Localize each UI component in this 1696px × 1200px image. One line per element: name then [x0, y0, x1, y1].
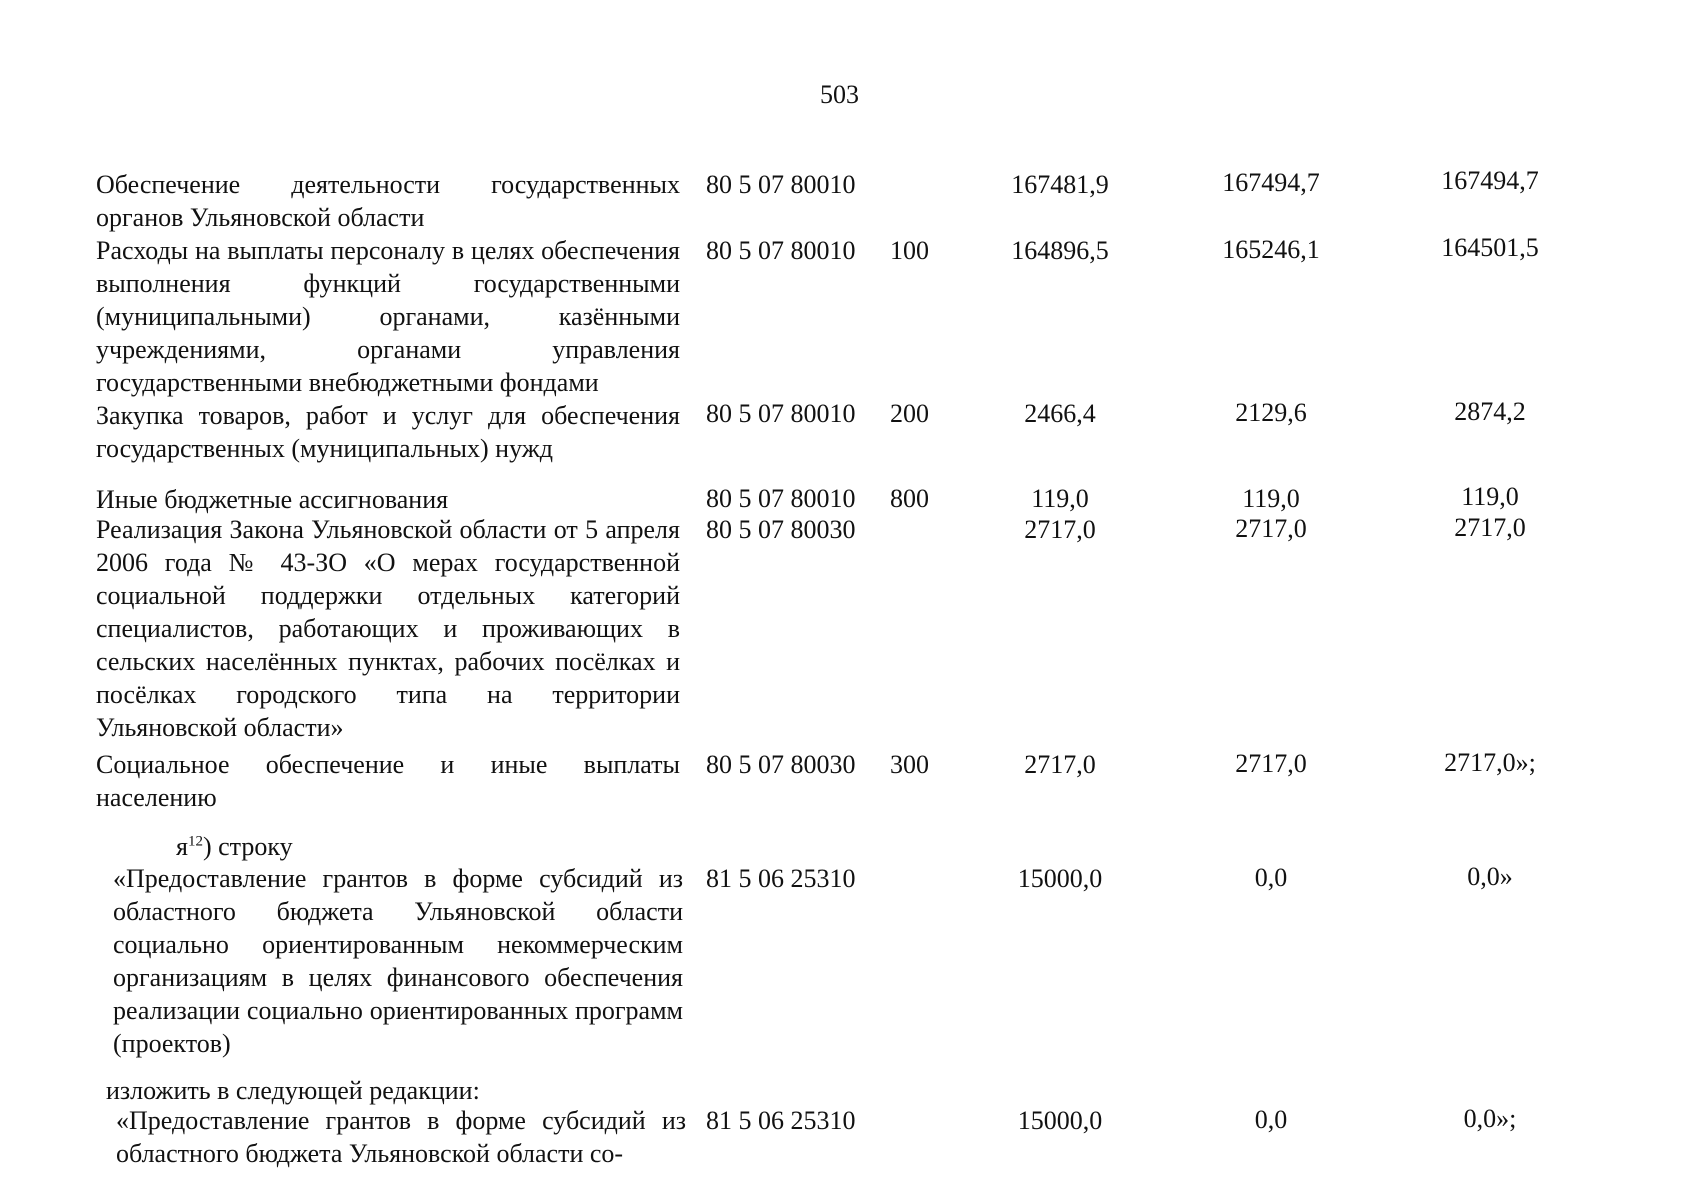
row-description: Реализация Закона Ульяновской области от 5 апреля 2006 года № 43-ЗО «О мерах государственной социальной поддержки отдельных категорий специалистов, работающих и проживающих в сельских населённых пунктах, рабочих посёлках и посёлках городского типа на территории Ульяновской области»: [96, 515, 680, 742]
row-code: 80 5 07 80010: [706, 484, 856, 513]
row-description: Иные бюджетные ассигнования: [96, 485, 449, 514]
row-amount-1: 15000,0: [1017, 1106, 1103, 1135]
row-amount-2: 0,0: [1254, 863, 1288, 892]
page-number: 503: [820, 80, 859, 109]
amendment-item-heading: [176, 830, 293, 863]
row-amount-3: 2717,0»;: [1444, 748, 1536, 777]
row-amount-3: 167494,7: [1441, 166, 1539, 195]
item-text: ) строку: [202, 832, 293, 861]
row-amount-1: 164896,5: [1011, 236, 1109, 265]
row-amount-2: 2717,0: [1235, 514, 1307, 543]
row-description: Социальное обеспечение и иные выплаты населению: [96, 750, 680, 812]
row-expense-type: 200: [890, 399, 929, 428]
row-description: «Предоставление грантов в форме субсидий из областного бюджета Ульяновской области социально ориентированным некоммерческим организациям в целях финансового обеспечения реализации социально ориентированных программ (проектов): [113, 864, 683, 1058]
row-amount-3: 119,0: [1461, 482, 1519, 511]
row-amount-1: 167481,9: [1011, 170, 1109, 199]
amendment-instruction: изложить в следующей редакции:: [106, 1076, 480, 1105]
row-code: 80 5 07 80030: [706, 750, 856, 779]
row-code: 80 5 07 80010: [706, 236, 856, 265]
row-code: 80 5 07 80010: [706, 170, 856, 199]
row-code: 80 5 07 80030: [706, 515, 856, 544]
row-amount-3: 2717,0: [1454, 513, 1526, 542]
row-amount-1: 2717,0: [1024, 515, 1096, 544]
row-amount-3: 0,0»;: [1463, 1104, 1517, 1133]
row-amount-1: 119,0: [1031, 484, 1089, 513]
row-description: Обеспечение деятельности государственных органов Ульяновской области: [96, 170, 680, 232]
row-code: 81 5 06 25310: [706, 864, 856, 893]
row-amount-2: 2717,0: [1235, 749, 1307, 778]
item-letter: я: [176, 832, 188, 861]
row-code: 81 5 06 25310: [706, 1106, 856, 1135]
row-amount-2: 0,0: [1254, 1105, 1288, 1134]
row-amount-2: 167494,7: [1222, 168, 1320, 197]
row-description: Расходы на выплаты персоналу в целях обеспечения выполнения функций государственными (муниципальными) органами, казёнными учреждениями, органами управления государственными внебюджетными фондами: [96, 236, 680, 397]
row-amount-3: 2874,2: [1454, 397, 1526, 426]
row-amount-1: 2466,4: [1024, 399, 1096, 428]
row-amount-1: 15000,0: [1017, 864, 1103, 893]
row-amount-1: 2717,0: [1024, 750, 1096, 779]
row-amount-2: 165246,1: [1222, 235, 1320, 264]
row-amount-2: 119,0: [1242, 484, 1300, 513]
row-expense-type: 100: [890, 236, 929, 265]
row-description: «Предоставление грантов в форме субсидий из областного бюджета Ульяновской области со-: [116, 1106, 686, 1168]
item-number: 12: [187, 833, 203, 850]
row-description: Закупка товаров, работ и услуг для обеспечения государственных (муниципальных) нужд: [96, 401, 680, 463]
row-expense-type: 800: [890, 484, 929, 513]
row-amount-2: 2129,6: [1235, 398, 1307, 427]
row-code: 80 5 07 80010: [706, 399, 856, 428]
row-amount-3: 164501,5: [1441, 233, 1539, 262]
row-expense-type: 300: [890, 750, 929, 779]
row-amount-3: 0,0»: [1467, 862, 1513, 891]
